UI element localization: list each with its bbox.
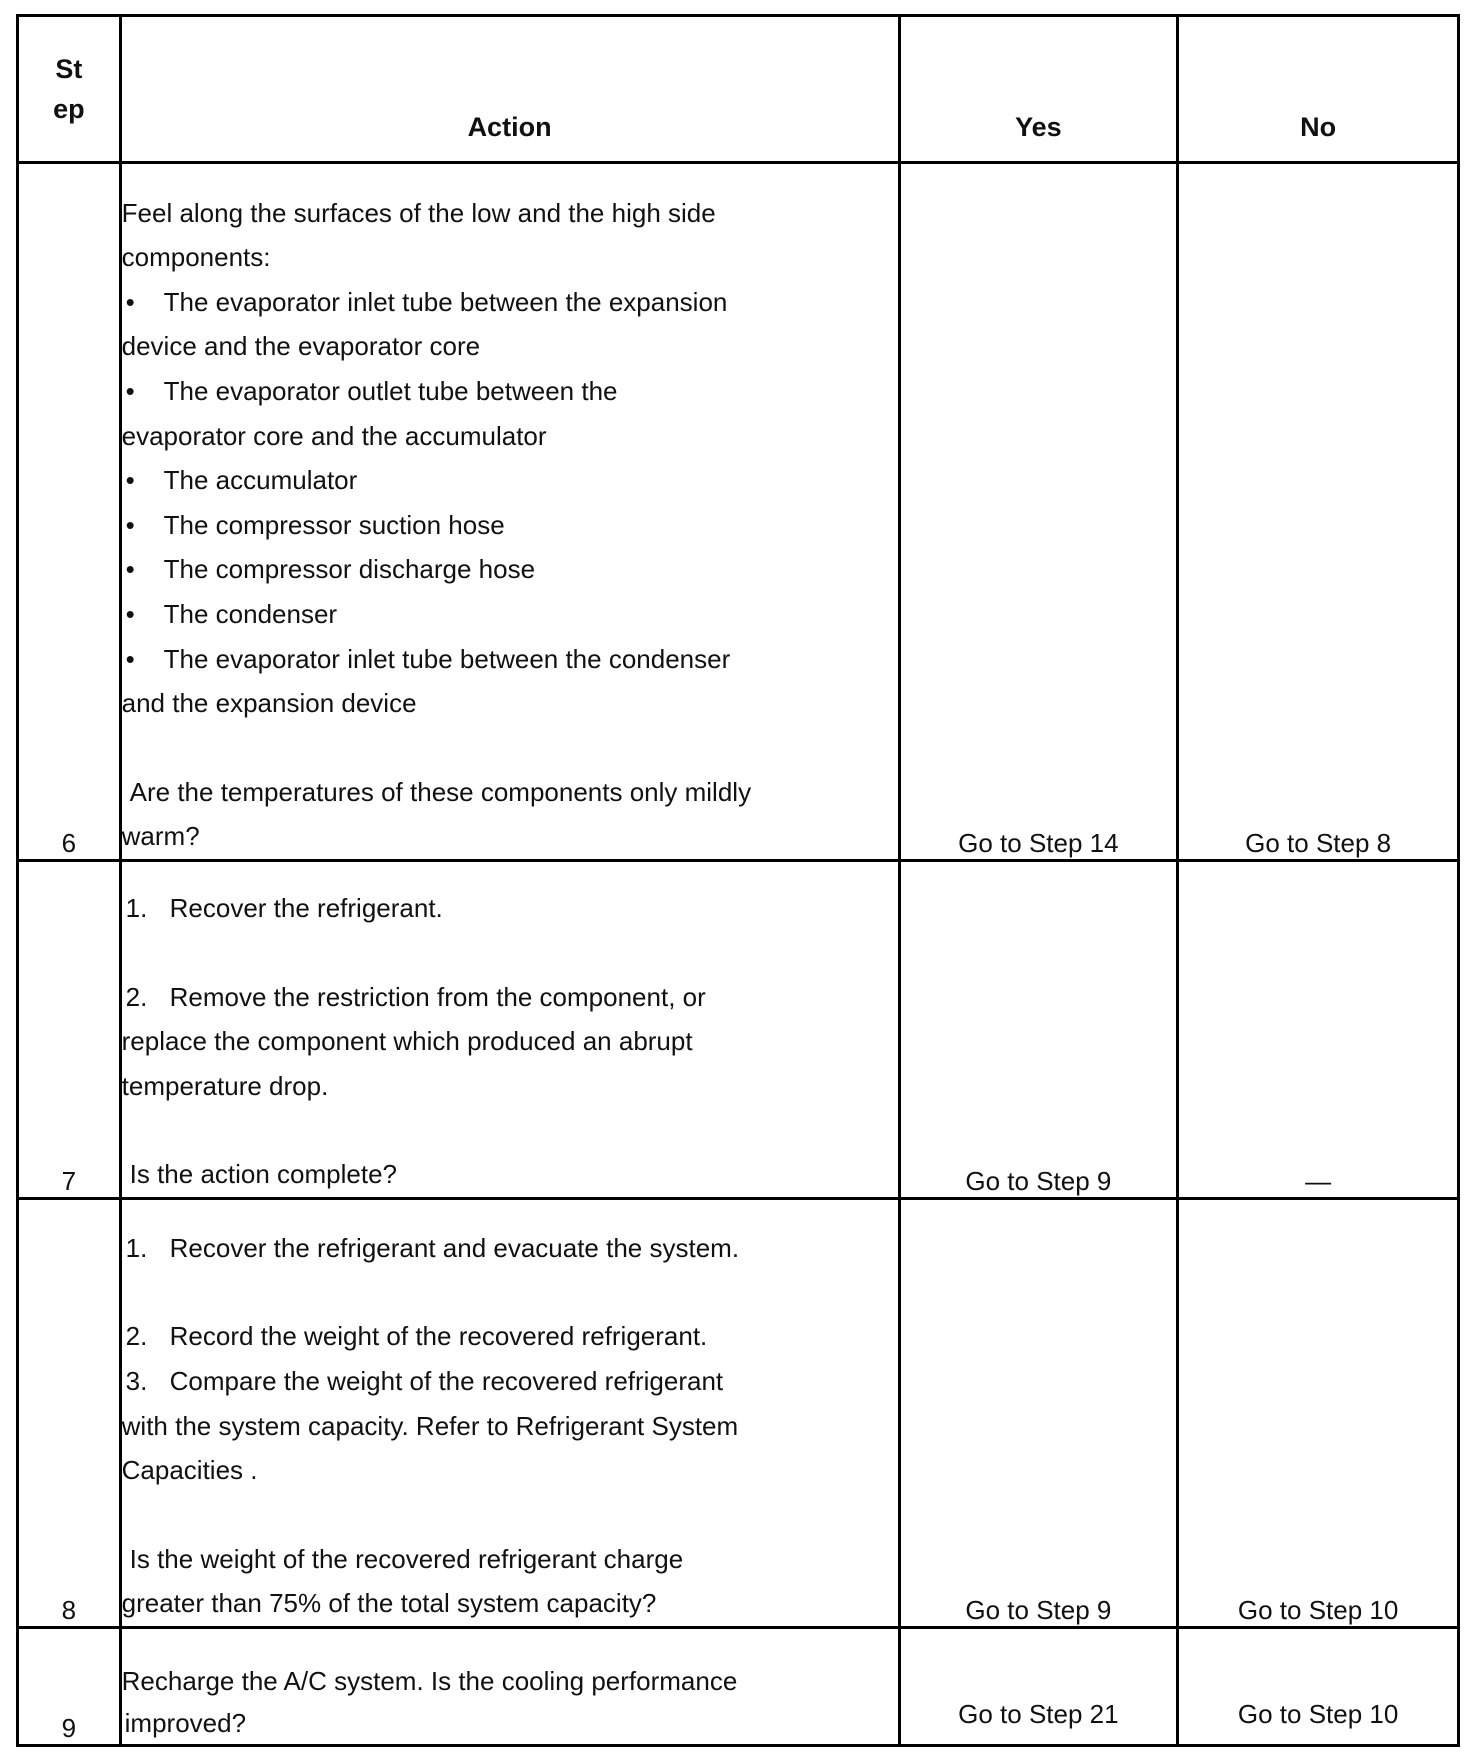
action-text: components: (121, 242, 271, 273)
step-number: 6 (18, 163, 121, 861)
list-item: • The condenser (122, 592, 898, 637)
bullet-icon: • (125, 509, 135, 540)
bullet-icon: • (125, 376, 135, 407)
list-item-cont: replace the component which produced an abrupt (121, 1026, 693, 1057)
no-result: Go to Step 10 (1178, 1628, 1459, 1746)
step-number: 8 (18, 1199, 121, 1628)
action-cell (120, 163, 899, 861)
step-number: 9 (18, 1628, 121, 1746)
action-cell (120, 1199, 899, 1628)
bullet-icon: • (125, 643, 135, 674)
table-row-step-7 (18, 861, 1459, 1199)
table-row-step-9 (18, 1628, 1459, 1746)
list-item: 1. Recover the refrigerant. (125, 893, 443, 924)
yes-result: Go to Step 21 (899, 1628, 1178, 1746)
bullet-icon: • (125, 599, 135, 630)
no-result: Go to Step 10 (1178, 1199, 1459, 1628)
bullet-icon: • (125, 465, 135, 496)
diagnostic-steps-table (16, 14, 1460, 1747)
action-text: Recharge the A/C system. Is the cooling performance (121, 1666, 738, 1696)
list-item: • The compressor suction hose (122, 503, 898, 548)
list-item: • The compressor discharge hose (122, 547, 898, 592)
action-text-cont: improved? (124, 1708, 247, 1738)
table-row-step-6 (18, 163, 1459, 861)
no-result: — (1178, 861, 1459, 1199)
header-step: St ep (18, 16, 121, 163)
yes-result: Go to Step 14 (899, 163, 1178, 861)
yes-result: Go to Step 9 (899, 1199, 1178, 1628)
action-text: Feel along the surfaces of the low and the high side (121, 197, 716, 228)
no-result: Go to Step 8 (1178, 163, 1459, 861)
list-item: 1. Recover the refrigerant and evacuate the system. (125, 1232, 740, 1263)
list-item: • The evaporator outlet tube between the (122, 369, 898, 414)
bullet-icon: • (125, 554, 135, 585)
header-yes: Yes (899, 16, 1178, 163)
header-action: Action (120, 16, 899, 163)
bullet-icon: • (125, 286, 135, 317)
table-row-step-8 (18, 1199, 1459, 1628)
header-no: No (1178, 16, 1459, 163)
step-number: 7 (18, 861, 121, 1199)
action-cell (120, 861, 899, 1199)
list-item: • The evaporator inlet tube between the expansion (122, 280, 898, 325)
list-item-cont: with the system capacity. Refer to Refrigerant System (121, 1410, 739, 1441)
list-item-cont: and the expansion device (121, 688, 417, 719)
list-item-cont: Capacities . (121, 1455, 258, 1486)
question-text: Is the weight of the recovered refrigerant charge (129, 1543, 684, 1574)
list-item-cont: evaporator core and the accumulator (121, 420, 547, 451)
question-text-cont: warm? (121, 821, 200, 852)
question-text-cont: greater than 75% of the total system capacity? (121, 1588, 657, 1619)
list-item-cont: device and the evaporator core (121, 331, 481, 362)
list-item: 2. Record the weight of the recovered refrigerant. (125, 1321, 708, 1352)
action-cell (120, 1628, 899, 1746)
question-text: Is the action complete? (129, 1159, 398, 1190)
list-item: • The evaporator inlet tube between the condenser (122, 637, 898, 682)
list-item: 3. Compare the weight of the recovered refrigerant (125, 1366, 724, 1397)
list-item-cont: temperature drop. (121, 1070, 329, 1101)
question-text: Are the temperatures of these components only mildly (129, 776, 752, 807)
yes-result: Go to Step 9 (899, 861, 1178, 1199)
list-item: 2. Remove the restriction from the component, or (125, 981, 706, 1012)
header-row (18, 16, 1459, 163)
list-item: • The accumulator (122, 458, 898, 503)
